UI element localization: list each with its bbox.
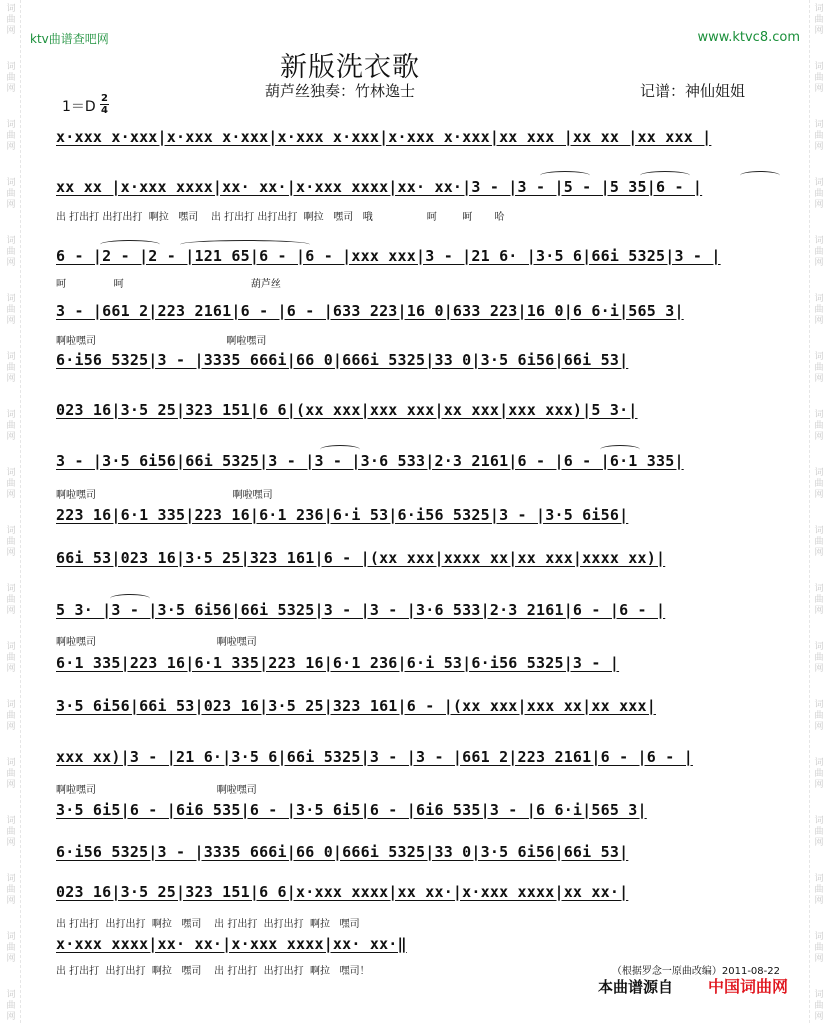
watermark-glyph: 曲	[6, 421, 16, 431]
watermark-glyph: 曲	[814, 189, 824, 199]
watermark-glyph: 词	[6, 178, 16, 188]
site-url-right[interactable]: www.ktvc8.com	[697, 30, 800, 45]
watermark-glyph: 词	[6, 990, 16, 1000]
slur-mark	[540, 171, 590, 180]
watermark-glyph-group	[810, 874, 828, 907]
watermark-glyph: 词	[814, 642, 824, 652]
watermark-glyph: 曲	[6, 305, 16, 315]
watermark-glyph: 曲	[814, 537, 824, 547]
watermark-glyph: 曲	[814, 363, 824, 373]
watermark-glyph: 网	[814, 432, 824, 442]
watermark-glyph-group	[810, 62, 828, 95]
watermark-glyph: 词	[814, 990, 824, 1000]
watermark-glyph: 网	[814, 84, 824, 94]
watermark-glyph: 词	[6, 584, 16, 594]
watermark-glyph: 网	[814, 896, 824, 906]
watermark-glyph: 曲	[814, 421, 824, 431]
slur-mark	[640, 171, 690, 180]
slur-mark	[100, 240, 160, 249]
watermark-glyph: 网	[6, 490, 16, 500]
watermark-glyph: 词	[6, 526, 16, 536]
left-watermark-column	[2, 0, 21, 1023]
watermark-glyph: 词	[814, 816, 824, 826]
watermark-glyph: 曲	[814, 479, 824, 489]
watermark-glyph: 词	[814, 294, 824, 304]
watermark-glyph-group	[2, 700, 20, 733]
watermark-glyph: 曲	[6, 595, 16, 605]
watermark-glyph-group	[810, 236, 828, 269]
watermark-glyph-group	[810, 700, 828, 733]
watermark-glyph: 网	[814, 200, 824, 210]
time-signature	[100, 94, 109, 115]
watermark-glyph: 网	[6, 664, 16, 674]
slur-mark	[110, 594, 150, 603]
watermark-glyph-group	[810, 352, 828, 385]
score-row-13: xxx xx)|3 - |21 6·|3·5 6|66i 5325|3 - |3 - |661 2|223 2161|6 - |6 - |	[56, 748, 693, 766]
watermark-glyph: 曲	[6, 15, 16, 25]
watermark-glyph: 曲	[814, 711, 824, 721]
watermark-glyph: 词	[814, 236, 824, 246]
watermark-glyph-group	[2, 874, 20, 907]
watermark-glyph: 网	[814, 374, 824, 384]
watermark-glyph: 词	[814, 4, 824, 14]
watermark-glyph: 词	[6, 352, 16, 362]
lyric-row-13: 啊啦嘿司 啊啦嘿司	[56, 785, 257, 796]
score-row-11: 6·1 335|223 16|6·1 335|223 16|6·1 236|6·i 53|6·i56 5325|3 - |	[56, 654, 620, 672]
lyric-row-16: 出 打出打 出打出打 啊拉 嘿司 出 打出打 出打出打 啊拉 嘿司	[56, 919, 360, 930]
watermark-glyph: 网	[814, 606, 824, 616]
watermark-glyph: 词	[814, 62, 824, 72]
watermark-glyph: 网	[6, 1012, 16, 1022]
watermark-glyph-group	[810, 526, 828, 559]
performer-credit: 葫芦丝独奏：竹林逸士	[265, 82, 416, 100]
watermark-glyph-group	[2, 932, 20, 965]
watermark-glyph-group	[810, 758, 828, 791]
watermark-glyph-group	[810, 816, 828, 849]
watermark-glyph-group	[2, 642, 20, 675]
lyric-row-4: 啊啦嘿司 啊啦嘿司	[56, 336, 267, 347]
score-row-9: 66i 53|023 16|3·5 25|323 161|6 - |(xx xxx|xxxx xx|xx xxx|xxxx xx)|	[56, 549, 666, 567]
watermark-glyph: 词	[814, 120, 824, 130]
watermark-glyph: 网	[814, 664, 824, 674]
watermark-glyph: 词	[814, 178, 824, 188]
watermark-glyph-group	[810, 120, 828, 153]
watermark-glyph: 网	[814, 316, 824, 326]
watermark-glyph: 网	[6, 896, 16, 906]
watermark-glyph: 词	[6, 120, 16, 130]
watermark-glyph: 网	[6, 780, 16, 790]
score-row-16: 023 16|3·5 25|323 151|6 6|x·xxx xxxx|xx xx·|x·xxx xxxx|xx xx·|	[56, 883, 629, 901]
watermark-glyph: 词	[814, 932, 824, 942]
lyric-row-2: 出 打出打 出打出打 啊拉 嘿司 出 打出打 出打出打 啊拉 嘿司 哦 呵 呵 哈	[56, 212, 505, 223]
watermark-glyph: 网	[814, 142, 824, 152]
watermark-glyph: 曲	[814, 653, 824, 663]
watermark-glyph: 网	[6, 432, 16, 442]
score-row-7: 3 - |3·5 6i56|66i 5325|3 - |3 - |3·6 533|2·3 2161|6 - |6 - |6·1 335|	[56, 452, 684, 470]
watermark-glyph-group	[810, 294, 828, 327]
watermark-glyph: 网	[814, 258, 824, 268]
watermark-glyph: 曲	[814, 15, 824, 25]
watermark-glyph: 网	[6, 84, 16, 94]
site-name-left[interactable]: ktv曲谱查吧网	[30, 32, 109, 46]
slur-mark	[180, 240, 310, 249]
watermark-glyph-group	[2, 4, 20, 37]
watermark-glyph: 曲	[814, 131, 824, 141]
watermark-glyph-group	[810, 178, 828, 211]
slur-mark	[740, 171, 780, 180]
watermark-glyph-group	[2, 236, 20, 269]
score-row-6: 023 16|3·5 25|323 151|6 6|(xx xxx|xxx xxx|xx xxx|xxx xxx)|5 3·|	[56, 401, 638, 419]
score-row-17: x·xxx xxxx|xx· xx·|x·xxx xxxx|xx· xx·‖	[56, 935, 407, 953]
watermark-glyph: 曲	[814, 1001, 824, 1011]
watermark-glyph: 词	[6, 874, 16, 884]
transcriber-credit: 记谱：神仙姐姐	[640, 82, 746, 100]
watermark-glyph-group	[2, 990, 20, 1023]
watermark-glyph-group	[810, 990, 828, 1023]
watermark-glyph: 词	[814, 584, 824, 594]
watermark-glyph: 曲	[814, 73, 824, 83]
watermark-glyph: 网	[6, 722, 16, 732]
watermark-glyph: 网	[6, 374, 16, 384]
watermark-glyph: 网	[814, 838, 824, 848]
watermark-glyph-group	[2, 816, 20, 849]
score-row-1: x·xxx x·xxx|x·xxx x·xxx|x·xxx x·xxx|x·xxx x·xxx|xx xxx |xx xx |xx xxx |	[56, 128, 712, 146]
watermark-glyph: 曲	[6, 943, 16, 953]
watermark-glyph: 网	[814, 780, 824, 790]
watermark-glyph: 曲	[6, 711, 16, 721]
watermark-glyph-group	[2, 352, 20, 385]
watermark-glyph: 曲	[6, 827, 16, 837]
watermark-glyph: 词	[814, 700, 824, 710]
watermark-glyph: 词	[6, 932, 16, 942]
watermark-glyph-group	[810, 4, 828, 37]
watermark-glyph: 网	[6, 142, 16, 152]
score-row-8: 223 16|6·1 335|223 16|6·1 236|6·i 53|6·i56 5325|3 - |3·5 6i56|	[56, 506, 629, 524]
watermark-glyph: 曲	[814, 305, 824, 315]
watermark-glyph-group	[2, 178, 20, 211]
watermark-glyph: 网	[6, 838, 16, 848]
watermark-glyph: 曲	[6, 479, 16, 489]
score-row-15: 6·i56 5325|3 - |3335 666i|66 0|666i 5325|33 0|3·5 6i56|66i 53|	[56, 843, 629, 861]
watermark-glyph: 曲	[814, 769, 824, 779]
watermark-glyph: 词	[814, 526, 824, 536]
score-row-3: 6 - |2 - |2 - |121 65|6 - |6 - |xxx xxx|3 - |21 6· |3·5 6|66i 5325|3 - |	[56, 247, 721, 265]
watermark-glyph: 网	[6, 606, 16, 616]
watermark-glyph: 曲	[814, 943, 824, 953]
watermark-glyph: 曲	[6, 247, 16, 257]
score-row-4: 3 - |661 2|223 2161|6 - |6 - |633 223|16 0|633 223|16 0|6 6·i|565 3|	[56, 302, 684, 320]
watermark-glyph: 词	[6, 816, 16, 826]
watermark-glyph-group	[810, 468, 828, 501]
slur-mark	[320, 445, 360, 454]
watermark-glyph: 网	[814, 548, 824, 558]
watermark-glyph: 词	[6, 236, 16, 246]
watermark-glyph: 词	[6, 4, 16, 14]
watermark-glyph-group	[810, 642, 828, 675]
watermark-glyph: 网	[6, 200, 16, 210]
watermark-glyph: 曲	[814, 885, 824, 895]
watermark-glyph: 曲	[6, 73, 16, 83]
watermark-glyph-group	[810, 410, 828, 443]
score-row-10: 5 3· |3 - |3·5 6i56|66i 5325|3 - |3 - |3·6 533|2·3 2161|6 - |6 - |	[56, 601, 666, 619]
song-title: 新版洗衣歌	[280, 52, 420, 83]
watermark-glyph-group	[2, 526, 20, 559]
meter-top: 2	[101, 93, 108, 104]
watermark-glyph: 词	[814, 758, 824, 768]
right-watermark-column	[809, 0, 828, 1023]
watermark-glyph: 曲	[814, 595, 824, 605]
watermark-glyph: 词	[6, 642, 16, 652]
watermark-glyph: 词	[814, 410, 824, 420]
watermark-glyph: 曲	[6, 653, 16, 663]
watermark-glyph: 网	[6, 258, 16, 268]
watermark-glyph-group	[2, 62, 20, 95]
meter-bottom: 4	[101, 105, 108, 116]
watermark-glyph: 网	[814, 26, 824, 36]
watermark-glyph: 曲	[6, 885, 16, 895]
brand-logo-text[interactable]: 中国词曲网	[708, 977, 789, 996]
watermark-glyph: 网	[814, 722, 824, 732]
watermark-glyph: 词	[814, 352, 824, 362]
watermark-glyph: 网	[6, 954, 16, 964]
score-row-2: xx xx |x·xxx xxxx|xx· xx·|x·xxx xxxx|xx· xx·|3 - |3 - |5 - |5 35|6 - |	[56, 178, 703, 196]
watermark-glyph: 曲	[6, 189, 16, 199]
key-signature: 1＝D	[62, 99, 96, 115]
watermark-glyph: 词	[6, 62, 16, 72]
watermark-glyph-group	[810, 932, 828, 965]
watermark-glyph: 网	[6, 26, 16, 36]
slur-mark	[600, 445, 640, 454]
watermark-glyph: 词	[6, 758, 16, 768]
score-row-14: 3·5 6i5|6 - |6i6 535|6 - |3·5 6i5|6 - |6i6 535|3 - |6 6·i|565 3|	[56, 801, 647, 819]
watermark-glyph-group	[2, 758, 20, 791]
watermark-glyph: 曲	[6, 1001, 16, 1011]
watermark-glyph: 曲	[814, 247, 824, 257]
watermark-glyph: 网	[814, 490, 824, 500]
watermark-glyph-group	[2, 584, 20, 617]
watermark-glyph: 词	[6, 410, 16, 420]
lyric-row-7: 啊啦嘿司 啊啦嘿司	[56, 490, 273, 501]
lyric-row-17: 出 打出打 出打出打 啊拉 嘿司 出 打出打 出打出打 啊拉 嘿司！	[56, 966, 370, 977]
watermark-glyph: 词	[814, 468, 824, 478]
score-row-5: 6·i56 5325|3 - |3335 666i|66 0|666i 5325|33 0|3·5 6i56|66i 53|	[56, 351, 629, 369]
watermark-glyph: 网	[6, 316, 16, 326]
watermark-glyph-group	[2, 468, 20, 501]
watermark-glyph: 曲	[6, 537, 16, 547]
lyric-row-3: 呵 呵 葫芦丝	[56, 279, 281, 290]
watermark-glyph: 网	[6, 548, 16, 558]
watermark-glyph: 曲	[6, 131, 16, 141]
watermark-glyph: 词	[6, 700, 16, 710]
watermark-glyph-group	[2, 120, 20, 153]
watermark-glyph-group	[2, 410, 20, 443]
watermark-glyph: 网	[814, 954, 824, 964]
watermark-glyph: 曲	[6, 769, 16, 779]
watermark-glyph: 曲	[6, 363, 16, 373]
watermark-glyph: 词	[6, 468, 16, 478]
lyric-row-10: 啊啦嘿司 啊啦嘿司	[56, 637, 257, 648]
watermark-glyph: 词	[814, 874, 824, 884]
watermark-glyph: 网	[814, 1012, 824, 1022]
watermark-glyph: 词	[6, 294, 16, 304]
source-label: 本曲谱源自	[598, 978, 674, 996]
watermark-glyph-group	[2, 294, 20, 327]
arrangement-note: （根据罗念一原曲改编）2011-08-22	[611, 966, 780, 977]
score-row-12: 3·5 6i56|66i 53|023 16|3·5 25|323 161|6 - |(xx xxx|xxx xx|xx xxx|	[56, 697, 656, 715]
watermark-glyph: 曲	[814, 827, 824, 837]
watermark-glyph-group	[810, 584, 828, 617]
